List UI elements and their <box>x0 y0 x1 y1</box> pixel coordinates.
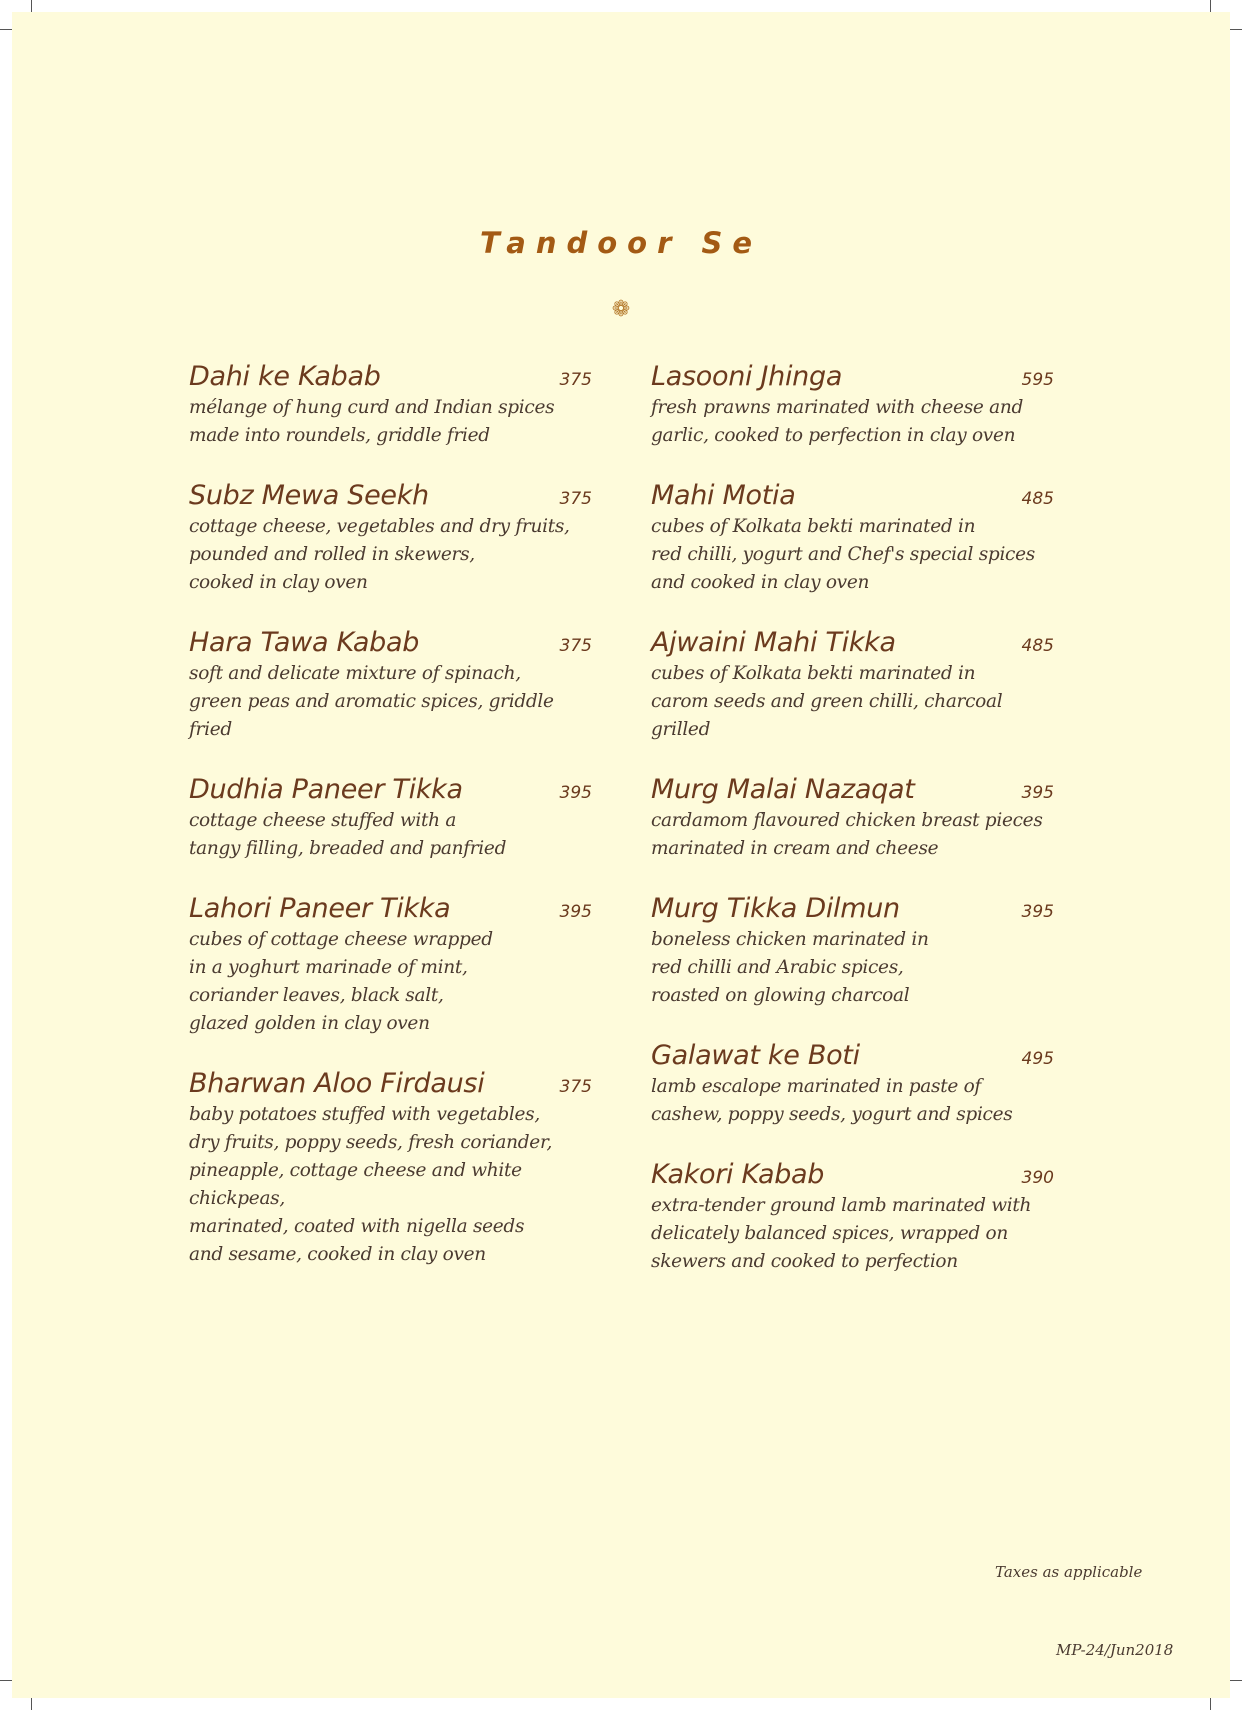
item-name: Murg Malai Nazaqat <box>651 774 915 805</box>
item-name: Bharwan Aloo Firdausi <box>189 1068 485 1099</box>
item-description: fresh prawns marinated with cheese and garlic, cooked to perfection in clay oven <box>651 397 1024 446</box>
item-price: 390 <box>1021 1168 1054 1188</box>
item-name: Galawat ke Boti <box>651 1040 860 1071</box>
item-price: 395 <box>559 783 592 803</box>
item-name: Hara Tawa Kabab <box>189 627 420 658</box>
item-description: cubes of Kolkata bekti marinated in carom seeds and green chilli, charcoal grilled <box>651 663 1003 740</box>
item-name: Dahi ke Kabab <box>189 361 381 392</box>
item-description: cubes of Kolkata bekti marinated in red chilli, yogurt and Chef's special spices and cooked in clay oven <box>651 516 1035 593</box>
item-name: Lasooni Jhinga <box>651 361 843 392</box>
item-description: baby potatoes stuffed with vegetables, dry fruits, poppy seeds, fresh coriander, pineapple, cottage cheese and white chickpeas, marinated, coated with nigella seeds and sesame, cooked in clay oven <box>189 1104 553 1265</box>
item-price: 395 <box>559 902 592 922</box>
crop-mark <box>1230 1680 1242 1681</box>
menu-item <box>651 626 1061 744</box>
crop-mark <box>31 1698 32 1710</box>
menu-title: Tandoor Se <box>479 226 763 260</box>
crop-mark <box>31 0 32 12</box>
item-price: 395 <box>1021 783 1054 803</box>
menu-item <box>651 479 1061 597</box>
menu-item <box>189 892 599 1038</box>
right-column <box>651 360 1061 1305</box>
item-name: Kakori Kabab <box>651 1159 825 1190</box>
item-price: 485 <box>1021 636 1054 656</box>
crop-mark <box>0 29 12 30</box>
menu-item <box>189 360 599 450</box>
flower-ornament-icon: ❁ <box>611 297 631 322</box>
item-name: Lahori Paneer Tikka <box>189 893 451 924</box>
item-description: soft and delicate mixture of spinach, green peas and aromatic spices, griddle fried <box>189 663 554 740</box>
crop-mark <box>0 1680 12 1681</box>
crop-mark <box>1210 0 1211 12</box>
menu-item <box>651 892 1061 1010</box>
item-description: cubes of cottage cheese wrapped in a yoghurt marinade of mint, coriander leaves, black salt, glazed golden in clay oven <box>189 929 493 1034</box>
item-description: cardamom flavoured chicken breast pieces marinated in cream and cheese <box>651 810 1043 859</box>
taxes-note: Taxes as applicable <box>995 1563 1143 1581</box>
menu-item <box>651 360 1061 450</box>
menu-item <box>189 479 599 597</box>
item-price: 375 <box>559 489 592 509</box>
item-name: Ajwaini Mahi Tikka <box>651 627 896 658</box>
menu-code: MP-24/Jun2018 <box>1056 1641 1174 1659</box>
menu-item <box>651 773 1061 863</box>
item-description: cottage cheese stuffed with a tangy filling, breaded and panfried <box>189 810 507 859</box>
item-description: cottage cheese, vegetables and dry fruits, pounded and rolled in skewers, cooked in clay oven <box>189 516 570 593</box>
item-name: Mahi Motia <box>651 480 796 511</box>
item-price: 485 <box>1021 489 1054 509</box>
left-column <box>189 360 599 1298</box>
menu-item <box>651 1158 1061 1276</box>
item-price: 375 <box>559 636 592 656</box>
menu-item <box>651 1039 1061 1129</box>
menu-item <box>189 626 599 744</box>
item-price: 395 <box>1021 902 1054 922</box>
item-description: lamb escalope marinated in paste of cashew, poppy seeds, yogurt and spices <box>651 1076 1013 1125</box>
menu-item <box>189 1067 599 1269</box>
item-price: 375 <box>559 370 592 390</box>
item-description: mélange of hung curd and Indian spices made into roundels, griddle fried <box>189 397 555 446</box>
item-price: 495 <box>1021 1049 1054 1069</box>
crop-mark <box>1210 1698 1211 1710</box>
item-name: Murg Tikka Dilmun <box>651 893 900 924</box>
item-name: Dudhia Paneer Tikka <box>189 774 463 805</box>
item-description: extra-tender ground lamb marinated with delicately balanced spices, wrapped on skewers and cooked to perfection <box>651 1195 1032 1272</box>
crop-mark <box>1230 29 1242 30</box>
item-description: boneless chicken marinated in red chilli and Arabic spices, roasted on glowing charcoal <box>651 929 929 1006</box>
item-price: 595 <box>1021 370 1054 390</box>
item-name: Subz Mewa Seekh <box>189 480 429 511</box>
item-price: 375 <box>559 1077 592 1097</box>
menu-item <box>189 773 599 863</box>
